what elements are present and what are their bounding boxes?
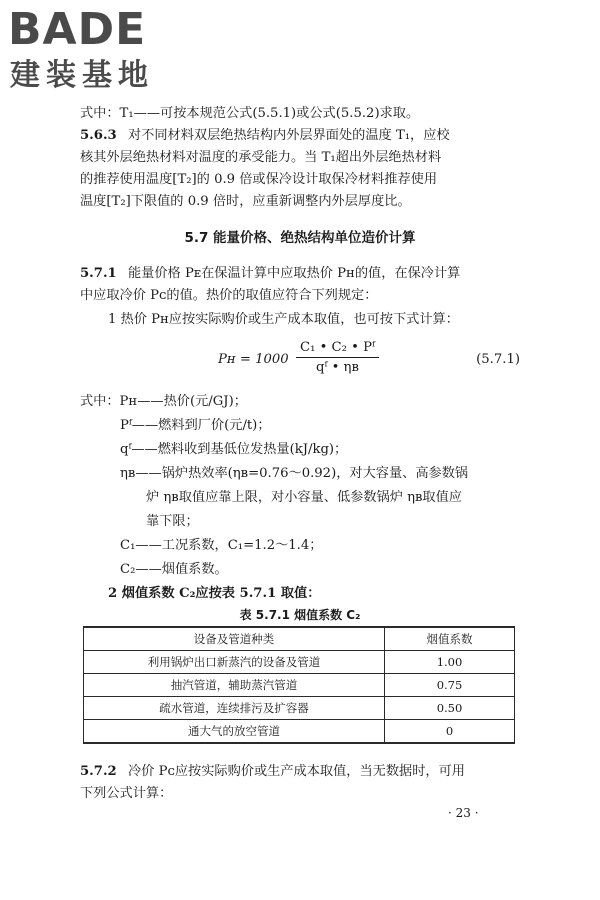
section-5-7-2-line-2: 下列公式计算： [80, 786, 173, 801]
table-header-cell: 设备及管道种类 [84, 627, 385, 651]
section-5-7-2-number: 5.7.2 [80, 764, 117, 779]
table-cell: 0.50 [385, 697, 515, 720]
section-5-7-2-line-1: 冷价 Pᴄ应按实际购价或生产成本取值，当无数据时，可用 [128, 764, 465, 779]
where-t1-line: 式中：T₁——可按本规范公式(5.5.1)或公式(5.5.2)求取。 [80, 106, 420, 121]
formula-numerator: C₁ • C₂ • Pᶠ [300, 340, 375, 355]
table-header-row [84, 627, 515, 651]
table-row [84, 720, 515, 744]
section-5-6-3-line-3: 的推荐使用温度[T₂]的 0.9 倍或保冷设计取保冷材料推荐使用 [80, 172, 438, 187]
def-qf: qᶠ——燃料收到基低位发热量(kJ/kg)； [120, 442, 348, 457]
section-5-6-3-line-2: 核其外层绝热材料对温度的承受能力。当 T₁超出外层绝热材料 [80, 150, 442, 165]
def-eta-line-3: 靠下限； [146, 514, 199, 529]
def-pf: Pᶠ——燃料到厂价(元/t)； [120, 418, 271, 433]
table-cell: 1.00 [385, 651, 515, 674]
table-cell: 通大气的放空管道 [84, 720, 385, 744]
formula-5-7-1 [210, 340, 520, 390]
table-caption: 表 5.7.1 烟值系数 C₂ [239, 608, 361, 622]
item-1-heat-price: 1 热价 Pʜ应按实际购价或生产成本取值，也可按下式计算： [108, 312, 459, 327]
section-5-6-3-line-1: 对不同材料双层绝热结构内外层界面处的温度 T₁，应校 [128, 128, 450, 143]
section-5-7-1-line-1: 能量价格 Pᴇ在保温计算中应取热价 Pʜ的值，在保冷计算 [128, 266, 461, 281]
table-row [84, 674, 515, 697]
table-row [84, 651, 515, 674]
table-row [84, 697, 515, 720]
table-cell: 0.75 [385, 674, 515, 697]
logo-subtitle: 建装基地 [10, 58, 154, 93]
def-eta-line-1: ηʙ——锅炉热效率(ηʙ=0.76～0.92)，对大容量、高参数锅 [120, 466, 469, 481]
brand-logo [8, 6, 183, 98]
def-c1: C₁——工况系数，C₁=1.2～1.4； [120, 538, 323, 553]
table-5-7-1 [83, 626, 515, 744]
table-cell: 抽汽管道，辅助蒸汽管道 [84, 674, 385, 697]
page-number: · 23 · [448, 806, 479, 820]
formula-denominator: qᶠ • ηʙ [316, 360, 359, 375]
logo-brand-text: BADE [8, 4, 147, 55]
def-eta-line-2: 炉 ηʙ取值应靠上限，对小容量、低参数锅炉 ηʙ取值应 [146, 490, 462, 505]
formula-fraction [296, 340, 379, 375]
def-c2: C₂——烟值系数。 [120, 562, 228, 577]
where-ph-line: 式中：Pʜ——热价(元/GJ)； [80, 394, 247, 409]
table-header-cell: 烟值系数 [385, 627, 515, 651]
formula-number: (5.7.1) [476, 352, 520, 367]
table-cell: 0 [385, 720, 515, 744]
formula-lhs: Pʜ = 1000 [218, 352, 289, 367]
fraction-bar [296, 357, 379, 358]
section-5-7-title: 5.7 能量价格、绝热结构单位造价计算 [184, 230, 416, 246]
table-cell: 利用锅炉出口新蒸汽的设备及管道 [84, 651, 385, 674]
item-2-c2: 2 烟值系数 C₂应按表 5.7.1 取值： [108, 586, 321, 601]
section-5-6-3-number: 5.6.3 [80, 128, 117, 143]
table-cell: 疏水管道，连续排污及扩容器 [84, 697, 385, 720]
section-5-7-1-number: 5.7.1 [80, 266, 117, 281]
section-5-7-1-line-2: 中应取冷价 Pᴄ的值。热价的取值应符合下列规定： [80, 288, 378, 303]
section-5-6-3-line-4: 温度[T₂]下限值的 0.9 倍时，应重新调整内外层厚度比。 [80, 194, 411, 209]
